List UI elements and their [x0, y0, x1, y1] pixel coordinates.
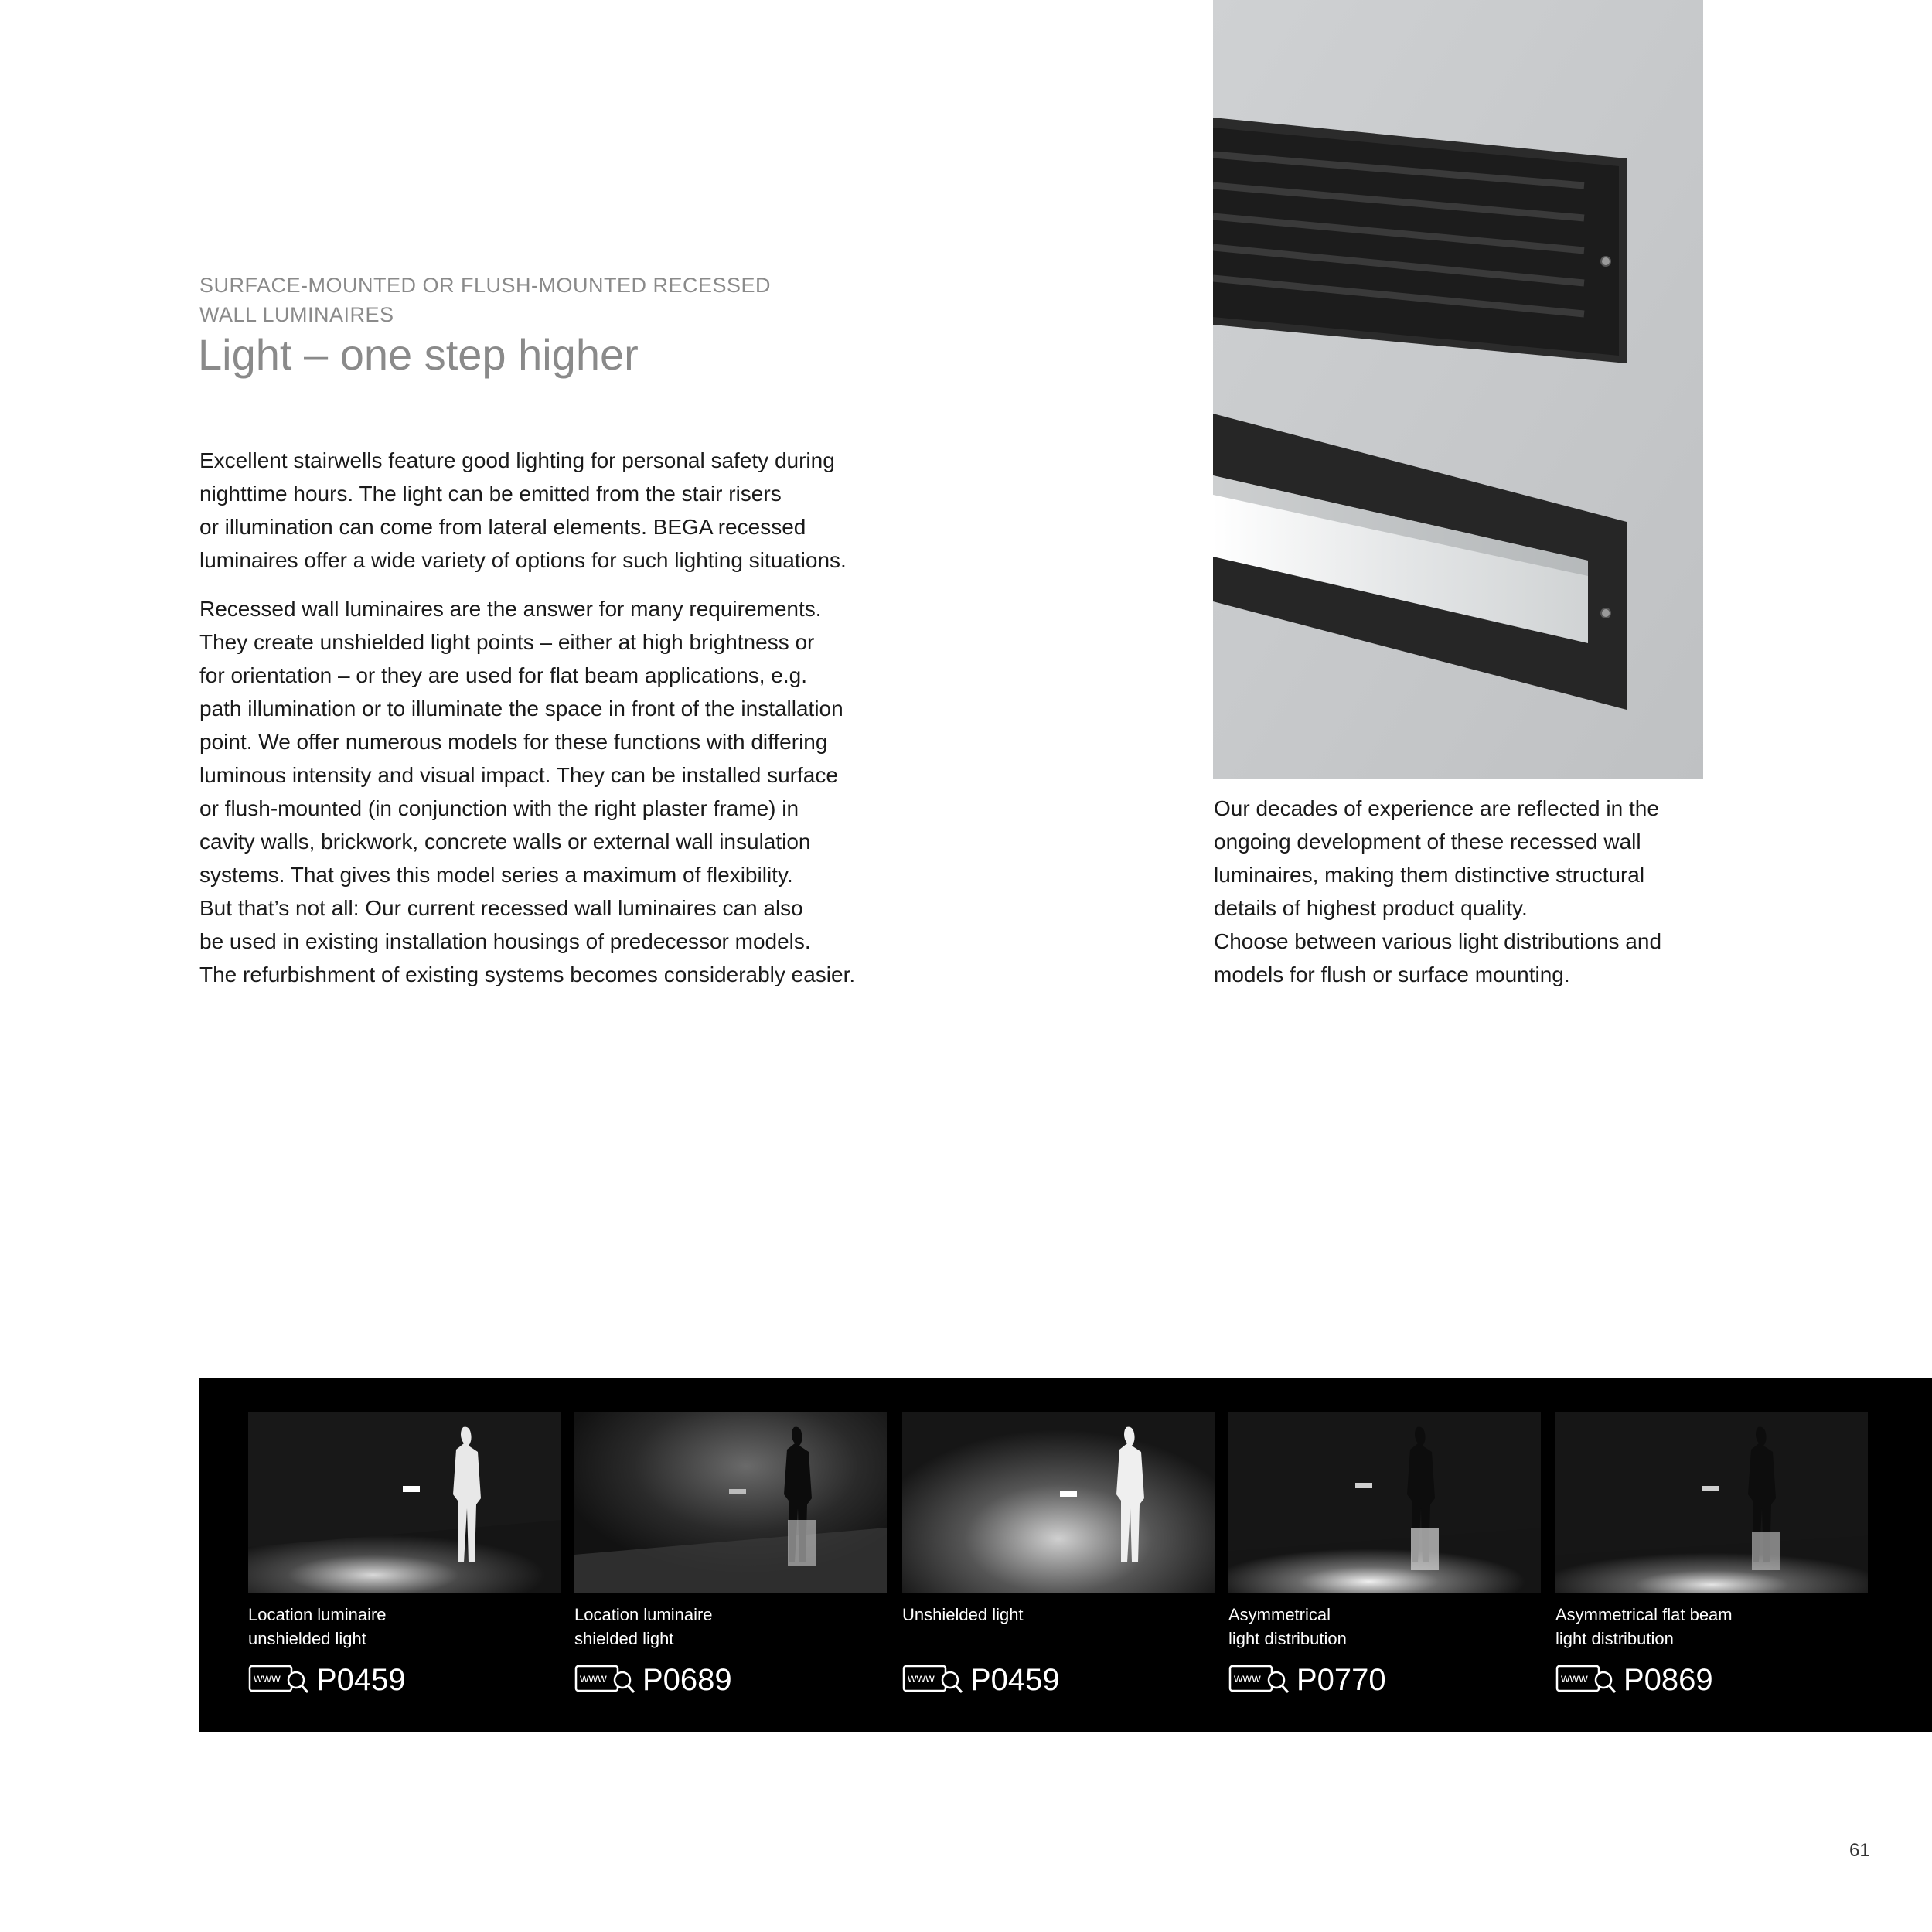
caption-line-2: light distribution	[1555, 1629, 1674, 1648]
text-line: point. We offer numerous models for these functions with differing	[199, 730, 828, 754]
svg-text:www: www	[908, 1672, 935, 1685]
body-text-left	[199, 444, 911, 1007]
text-line: or flush-mounted (in conjunction with the right plaster frame) in	[199, 796, 799, 820]
text-line: They create unshielded light points – either at high brightness or	[199, 630, 815, 654]
caption-line-2: shielded light	[574, 1629, 674, 1648]
text-line: Excellent stairwells feature good lighting for personal safety during	[199, 448, 835, 472]
www-search-icon	[1228, 1665, 1290, 1695]
caption-line-2: light distribution	[1228, 1629, 1347, 1648]
product-code[interactable]: P0459	[970, 1663, 1060, 1697]
body-text-right	[1214, 792, 1739, 991]
svg-text:www: www	[580, 1672, 607, 1685]
product-code[interactable]: P0689	[642, 1663, 732, 1697]
www-search-icon	[1555, 1665, 1617, 1695]
kicker-line-2: WALL LUMINAIRES	[199, 303, 394, 326]
product-variants-band	[199, 1378, 1932, 1732]
svg-text:www: www	[1561, 1672, 1588, 1685]
text-line: path illumination or to illuminate the space in front of the installation	[199, 697, 843, 721]
www-search-icon	[574, 1665, 636, 1695]
product-caption	[1555, 1603, 1868, 1651]
product-code[interactable]: P0770	[1297, 1663, 1386, 1697]
text-line: But that’s not all: Our current recessed wall luminaires can also	[199, 896, 803, 920]
www-search-icon	[902, 1665, 964, 1695]
caption-line-1: Asymmetrical	[1228, 1605, 1331, 1624]
product-caption	[902, 1603, 1215, 1651]
product-tile[interactable]	[902, 1412, 1215, 1699]
www-search-icon	[248, 1665, 310, 1695]
caption-line-1: Location luminaire	[248, 1605, 387, 1624]
product-caption	[248, 1603, 561, 1651]
text-line: nighttime hours. The light can be emitted from the stair risers	[199, 482, 782, 506]
text-line: or illumination can come from lateral elements. BEGA recessed	[199, 515, 806, 539]
text-line: for orientation – or they are used for flat beam applications, e.g.	[199, 663, 808, 687]
product-caption	[1228, 1603, 1541, 1651]
svg-text:www: www	[254, 1672, 281, 1685]
text-line: Recessed wall luminaires are the answer for many requirements.	[199, 597, 822, 621]
product-tile[interactable]	[1555, 1412, 1868, 1699]
light-scene-image	[1228, 1412, 1541, 1593]
light-scene-image	[574, 1412, 887, 1593]
text-line: luminaires offer a wide variety of options for such lighting situations.	[199, 548, 847, 572]
paragraph-1	[199, 444, 911, 577]
light-scene-image	[902, 1412, 1215, 1593]
kicker-line-1: SURFACE-MOUNTED OR FLUSH-MOUNTED RECESSED	[199, 274, 772, 297]
product-link[interactable]	[574, 1661, 887, 1699]
caption-line-2: unshielded light	[248, 1629, 366, 1648]
product-tile[interactable]	[574, 1412, 887, 1699]
product-code[interactable]: P0869	[1624, 1663, 1713, 1697]
product-code[interactable]: P0459	[316, 1663, 406, 1697]
text-line: Choose between various light distributions and	[1214, 929, 1662, 953]
text-line: cavity walls, brickwork, concrete walls or external wall insulation	[199, 830, 811, 854]
product-tile[interactable]	[1228, 1412, 1541, 1699]
product-link[interactable]	[248, 1661, 561, 1699]
product-photo-recessed-wall-luminaires	[1213, 0, 1703, 779]
caption-line-1: Unshielded light	[902, 1605, 1024, 1624]
product-caption	[574, 1603, 887, 1651]
product-link[interactable]	[1555, 1661, 1868, 1699]
text-line: Our decades of experience are reflected in the	[1214, 796, 1659, 820]
text-line: details of highest product quality.	[1214, 896, 1528, 920]
text-line: luminous intensity and visual impact. They can be installed surface	[199, 763, 838, 787]
svg-text:www: www	[1234, 1672, 1261, 1685]
caption-line-1: Asymmetrical flat beam	[1555, 1605, 1733, 1624]
text-line: be used in existing installation housings of predecessor models.	[199, 929, 811, 953]
page-number: 61	[1849, 1840, 1870, 1861]
text-line: systems. That gives this model series a maximum of flexibility.	[199, 863, 793, 887]
text-line: The refurbishment of existing systems becomes considerably easier.	[199, 963, 856, 986]
text-line: luminaires, making them distinctive structural	[1214, 863, 1645, 887]
product-link[interactable]	[1228, 1661, 1541, 1699]
product-link[interactable]	[902, 1661, 1215, 1699]
text-line: ongoing development of these recessed wall	[1214, 830, 1641, 854]
product-tile[interactable]	[248, 1412, 561, 1699]
page-title: Light – one step higher	[198, 330, 639, 379]
caption-line-1: Location luminaire	[574, 1605, 713, 1624]
section-kicker	[199, 271, 895, 329]
text-line: models for flush or surface mounting.	[1214, 963, 1570, 986]
paragraph-2	[199, 592, 911, 991]
light-scene-image	[248, 1412, 561, 1593]
light-scene-image	[1555, 1412, 1868, 1593]
